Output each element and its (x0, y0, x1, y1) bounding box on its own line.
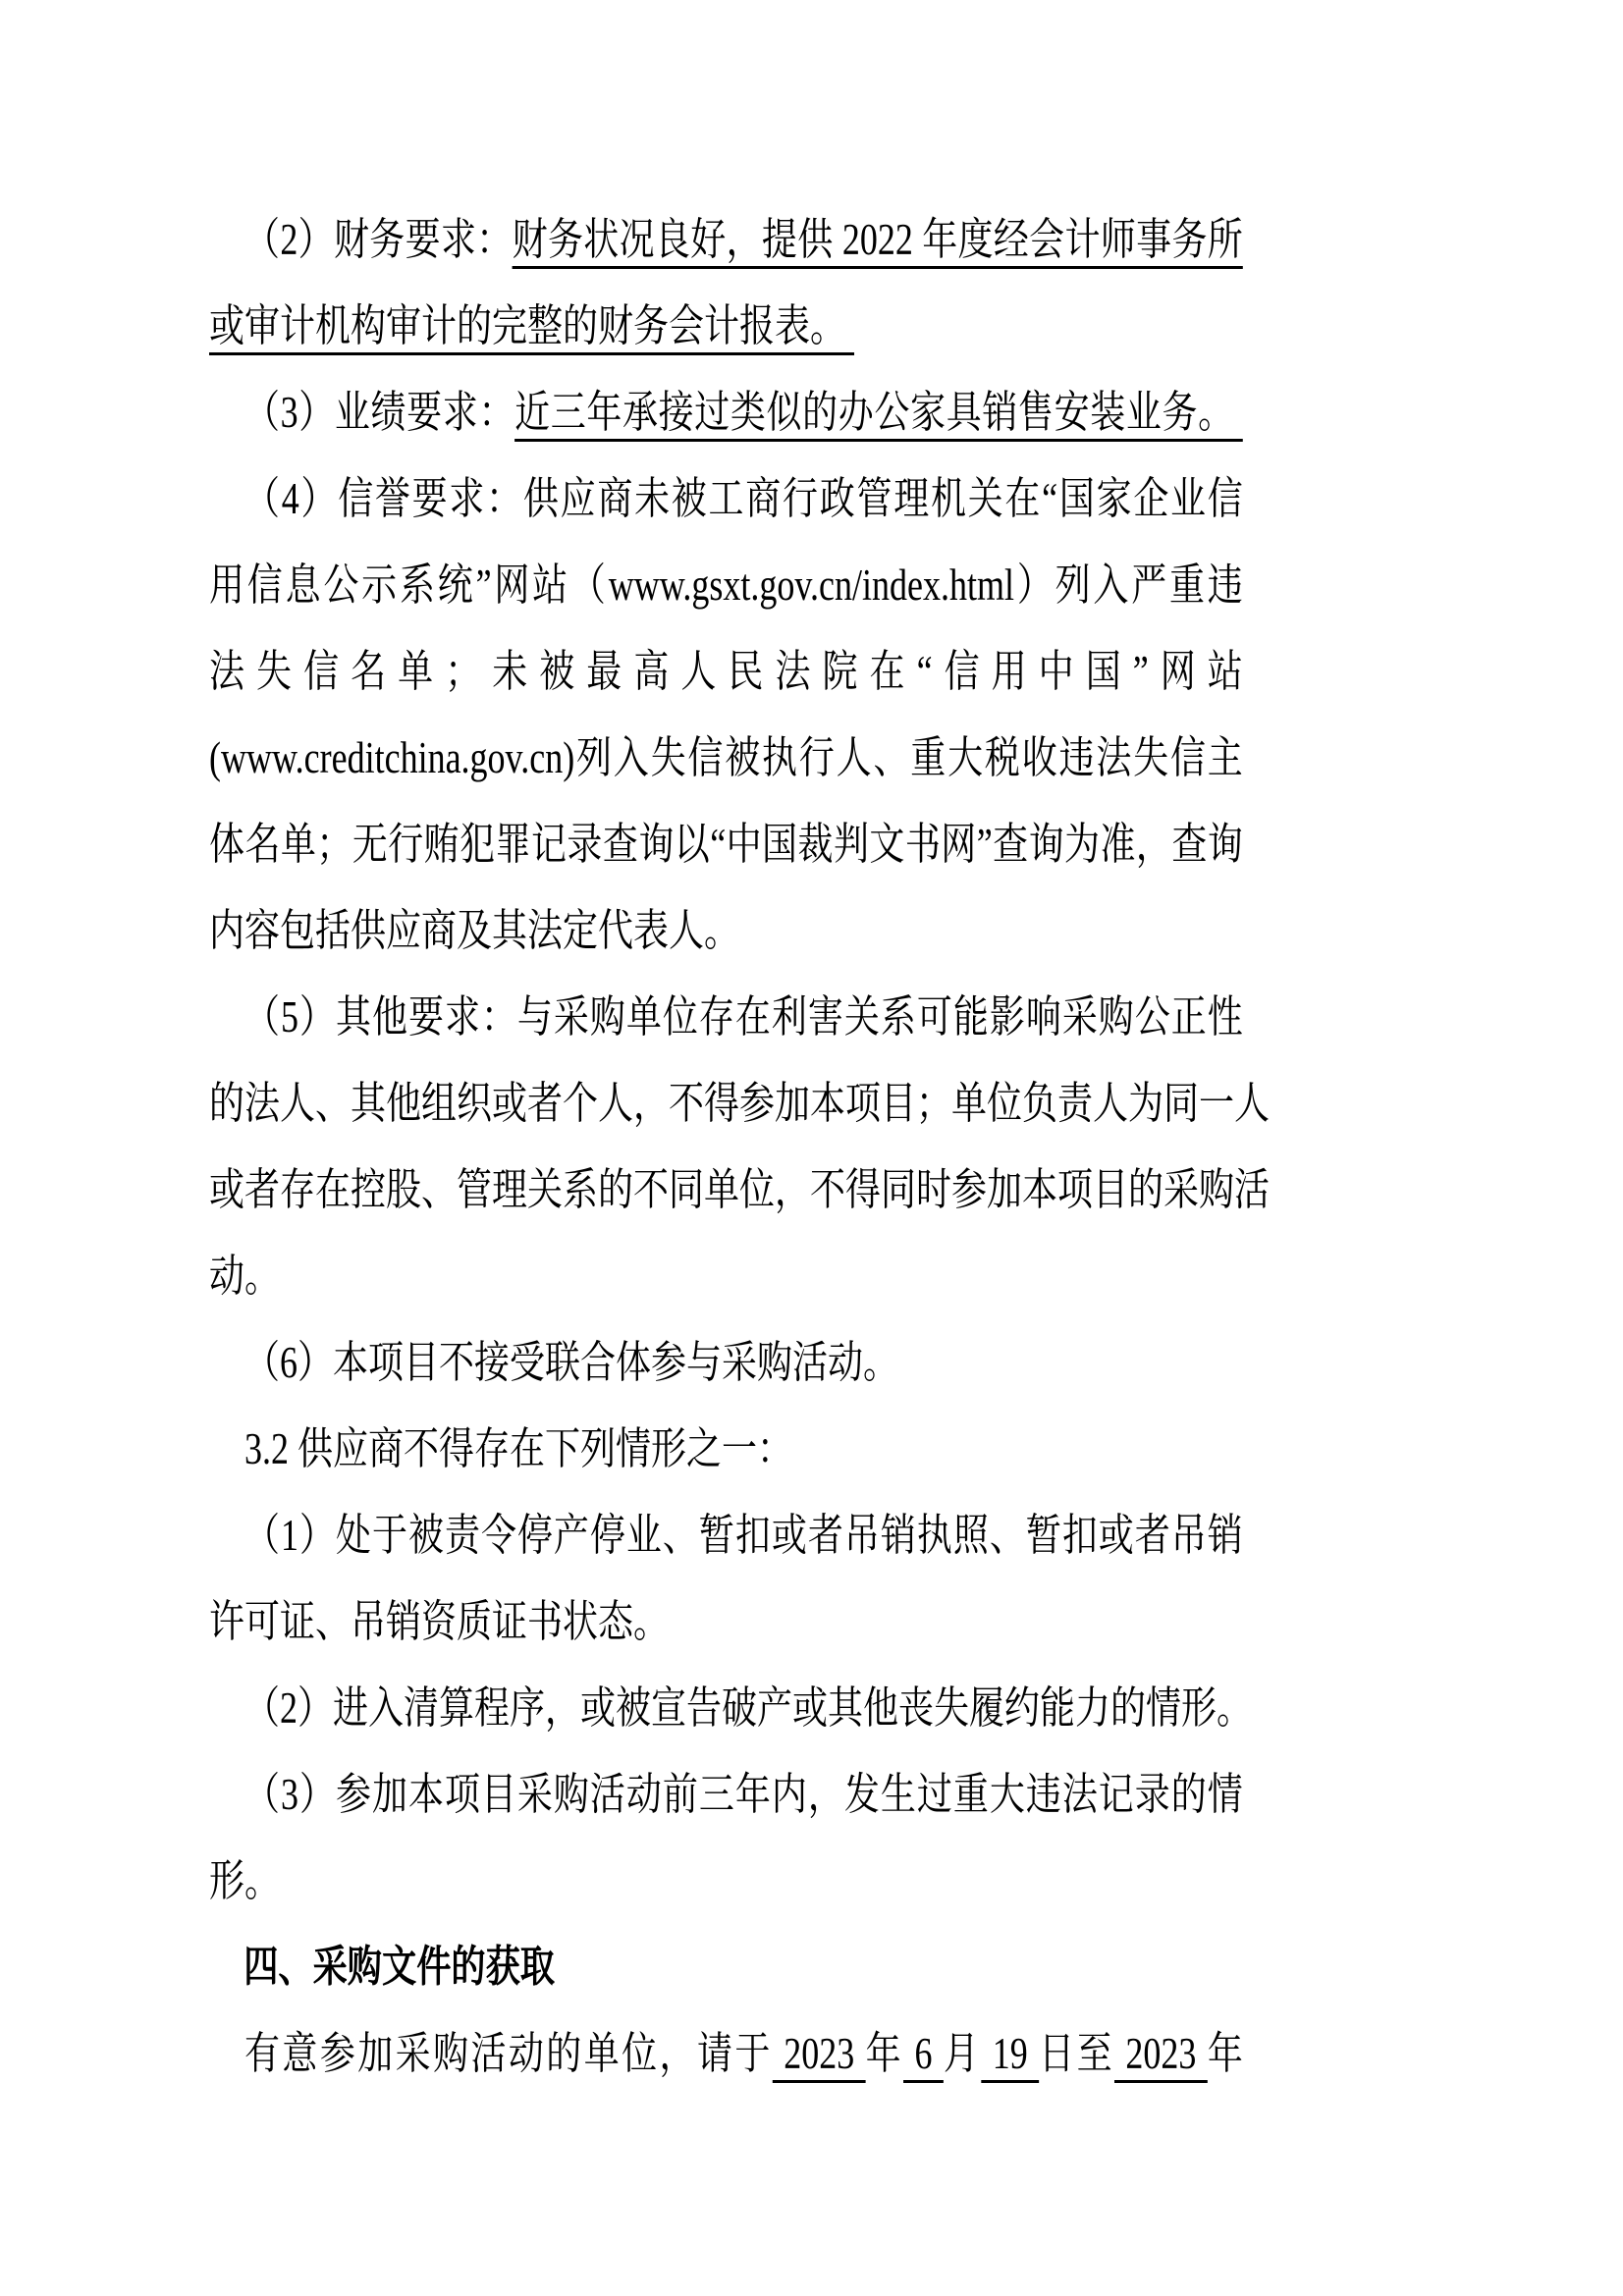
text-segment: 许可证、吊销资质证书状态。 (209, 1597, 670, 1646)
doc-line (209, 1406, 1243, 1492)
underlined-text-segment: 2023 (772, 2029, 866, 2078)
text-segment: 用信息公示系统”网站（www.gsxt.gov.cn/index.html）列入严重违 (209, 561, 1243, 610)
doc-line (209, 1233, 1243, 1319)
doc-line (209, 1147, 1271, 1233)
text-segment: 3.2 供应商不得存在下列情形之一： (244, 1424, 793, 1473)
section-heading (209, 1924, 1243, 2010)
text-segment: 形。 (209, 1856, 281, 1905)
text-segment: （3）参加本项目采购活动前三年内，发生过重大违法记录的情 (244, 1770, 1243, 1819)
doc-line (209, 542, 1243, 628)
doc-line (209, 283, 1243, 369)
text-segment: (www.creditchina.gov.cn)列入失信被执行人、重大税收违法失信主 (209, 733, 1243, 782)
doc-line (209, 455, 1243, 542)
text-segment: 或者存在控股、管理关系的不同单位，不得同时参加本项目的采购活 (209, 1165, 1271, 1214)
text-segment: （2）进入清算程序，或被宣告破产或其他丧失履约能力的情形。 (244, 1683, 1253, 1733)
text-segment: （4）信誉要求：供应商未被工商行政管理机关在“国家企业信 (244, 474, 1243, 523)
doc-line (209, 196, 1243, 283)
text-segment: （2）财务要求： (244, 215, 513, 264)
underlined-text-segment: 或审计机构审计的完整的财务会计报表。 (209, 301, 855, 350)
doc-line (209, 887, 1243, 974)
underlined-text-segment: 2023 (1113, 2029, 1208, 2078)
text-segment: 月 (943, 2029, 982, 2078)
underlined-text-segment: 近三年承接过类似的办公家具销售安装业务。 (514, 388, 1243, 437)
text-segment: 体名单；无行贿犯罪记录查询以“中国裁判文书网”查询为准，查询 (209, 820, 1243, 869)
doc-line (209, 1492, 1243, 1578)
text-segment: 日至 (1039, 2029, 1114, 2078)
underlined-text-segment: 19 (981, 2029, 1040, 2078)
text-segment: 内容包括供应商及其法定代表人。 (209, 906, 740, 955)
document-body (209, 196, 1271, 2097)
doc-line (209, 628, 1243, 715)
underlined-text-segment: 6 (903, 2029, 944, 2078)
doc-line (209, 2010, 1243, 2097)
text-segment: （5）其他要求：与采购单位存在利害关系可能影响采购公正性 (244, 992, 1243, 1041)
doc-line (209, 369, 1243, 455)
text-segment: 动。 (209, 1252, 281, 1301)
doc-line (209, 1319, 1243, 1406)
doc-line (209, 1060, 1271, 1147)
text-segment: （1）处于被责令停产停业、暂扣或者吊销执照、暂扣或者吊销 (244, 1511, 1243, 1560)
doc-line (209, 801, 1243, 887)
text-segment: 有意参加采购活动的单位，请于 (244, 2029, 773, 2078)
text-segment: 法失信名单；未被最高人民法院在“信用中国”网站 (209, 647, 1243, 696)
doc-line (209, 1751, 1243, 1838)
text-segment: （6）本项目不接受联合体参与采购活动。 (244, 1338, 899, 1387)
text-segment: （3）业绩要求： (244, 388, 515, 437)
text-segment: 年 (1207, 2029, 1243, 2078)
doc-line (209, 1578, 1243, 1665)
underlined-text-segment: 财务状况良好，提供 2022 年度经会计师事务所 (512, 215, 1243, 264)
doc-line (209, 974, 1243, 1060)
text-segment: 年 (865, 2029, 904, 2078)
text-segment: 的法人、其他组织或者个人，不得参加本项目；单位负责人为同一人 (209, 1079, 1271, 1128)
doc-line (209, 1665, 1253, 1751)
doc-line (209, 715, 1243, 801)
text-segment: 四、采购文件的获取 (243, 1943, 555, 1991)
doc-line (209, 1838, 1243, 1924)
